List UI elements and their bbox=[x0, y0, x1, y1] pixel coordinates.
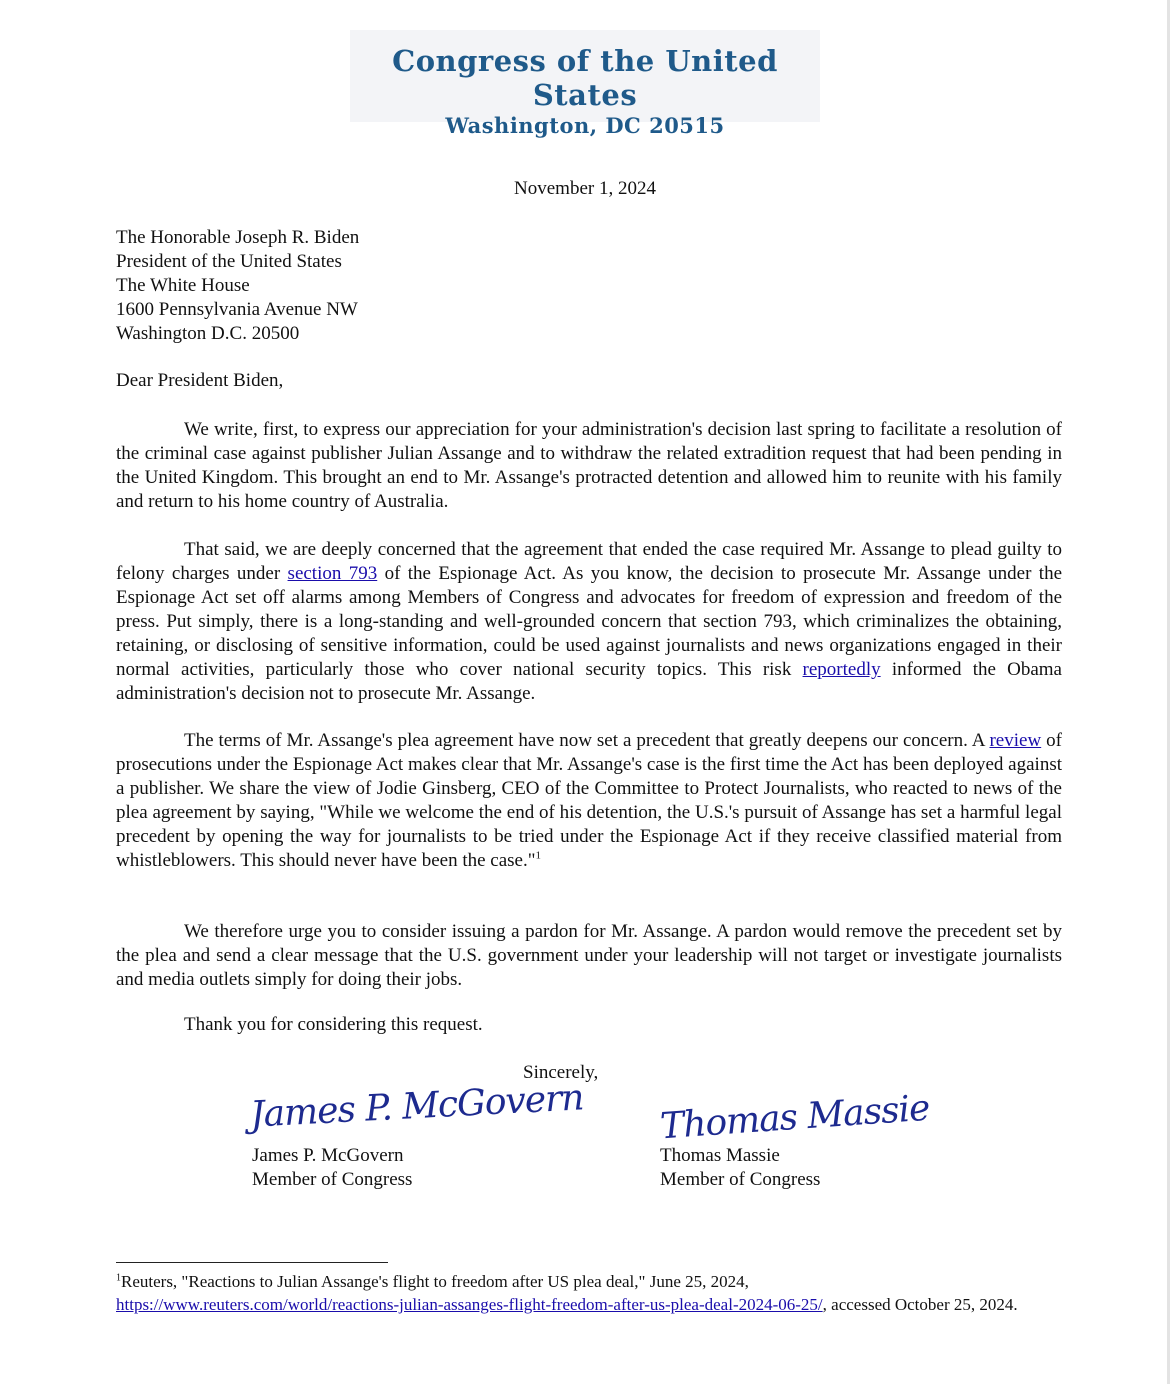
footnote-number: 1 bbox=[116, 1272, 121, 1284]
signer-title: Member of Congress bbox=[252, 1169, 413, 1190]
letterhead-title: Congress of the United States bbox=[392, 44, 778, 112]
section-793-link[interactable]: section 793 bbox=[287, 563, 378, 584]
paragraph-3 bbox=[116, 729, 1062, 873]
paragraph-4 bbox=[116, 920, 1062, 992]
signer-name: James P. McGovern bbox=[252, 1145, 404, 1166]
paragraph-2-text-a: That said, we are deeply concerned that the agreement that ended the case required Mr. Assange to plead guilty to felony charges under bbox=[116, 539, 1062, 584]
paragraph-2-text-c: informed the Obama administration's decision not to prosecute Mr. Assange. bbox=[116, 659, 1062, 704]
recipient-line: Washington D.C. 20500 bbox=[116, 323, 300, 344]
footnote-text: Reuters, "Reactions to Julian Assange's flight to freedom after US plea deal," June 25, 2024, bbox=[121, 1272, 749, 1291]
recipient-line: 1600 Pennsylvania Avenue NW bbox=[116, 299, 358, 320]
paragraph-2 bbox=[116, 538, 1062, 706]
salutation: Dear President Biden, bbox=[116, 370, 284, 391]
paragraph-4-text: We therefore urge you to consider issuing a pardon for Mr. Assange. A pardon would remove the precedent set by the plea and send a clear message that the U.S. government under your leadership will not target or investigate journalists and media outlets simply for doing their jobs. bbox=[116, 921, 1062, 990]
footnote-accessed: , accessed October 25, 2024. bbox=[822, 1295, 1018, 1314]
closing: Sincerely, bbox=[523, 1062, 599, 1083]
review-link[interactable]: review bbox=[989, 730, 1042, 751]
paragraph-2-text-b: of the Espionage Act. As you know, the decision to prosecute Mr. Assange under the Espionage Act set off alarms among Members of Congress and advocates for freedom of expression and freedom of the press. Put simply, there is a long-standing and well-grounded concern that section 793, which criminalizes the obtaining, retaining, or disclosing of sensitive information, could be used against journalists and news organizations engaged in their normal activities, particularly those who cover national security topics. This risk bbox=[116, 563, 1063, 680]
thanks-line: Thank you for considering this request. bbox=[184, 1014, 483, 1035]
signer-name: Thomas Massie bbox=[660, 1145, 780, 1166]
footnote bbox=[116, 1270, 1056, 1316]
footnote-marker[interactable]: 1 bbox=[535, 849, 541, 862]
signer-title: Member of Congress bbox=[660, 1169, 821, 1190]
recipient-line: The White House bbox=[116, 275, 250, 296]
paragraph-1-text: We write, first, to express our appreciation for your administration's decision last spring to facilitate a resolution of the criminal case against publisher Julian Assange and to withdraw the related extradition request that had been pending in the United Kingdom. This brought an end to Mr. Assange's protracted detention and allowed him to reunite with his family and return to his home country of Australia. bbox=[116, 419, 1062, 512]
paragraph-3-text-b: of prosecutions under the Espionage Act makes clear that Mr. Assange's case is the first time the Act has been deployed against a publisher. We share the view of Jodie Ginsberg, CEO of the Committee to Protect Journalists, who reacted to news of the plea agreement by saying, "While we welcome the end of his detention, the U.S.'s pursuit of Assange has set a harmful legal precedent by opening the way for journalists to be tried under the Espionage Act if they receive classified material from whistleblowers. This should never have been the case." bbox=[116, 730, 1063, 871]
recipient-address bbox=[116, 226, 359, 346]
reuters-link[interactable]: https://www.reuters.com/world/reactions-julian-assanges-flight-freedom-after-us-plea-deal-2024-06-25/ bbox=[116, 1295, 823, 1314]
letterhead bbox=[350, 30, 820, 138]
signer-block-massie bbox=[660, 1144, 820, 1192]
paragraph-1 bbox=[116, 418, 1062, 514]
signer-block-mcgovern bbox=[252, 1144, 412, 1192]
recipient-line: The Honorable Joseph R. Biden bbox=[116, 227, 360, 248]
recipient-line: President of the United States bbox=[116, 251, 342, 272]
letterhead-subtitle: Washington, DC 20515 bbox=[445, 113, 725, 138]
letter-date: November 1, 2024 bbox=[514, 178, 656, 199]
mcgovern-signature: James P. McGovern bbox=[249, 1077, 585, 1136]
footnote-divider bbox=[116, 1262, 388, 1263]
paragraph-3-text-a: The terms of Mr. Assange's plea agreement have now set a precedent that greatly deepens our concern. A bbox=[184, 730, 990, 751]
massie-signature: Thomas Massie bbox=[658, 1087, 931, 1148]
reportedly-link[interactable]: reportedly bbox=[802, 659, 881, 680]
